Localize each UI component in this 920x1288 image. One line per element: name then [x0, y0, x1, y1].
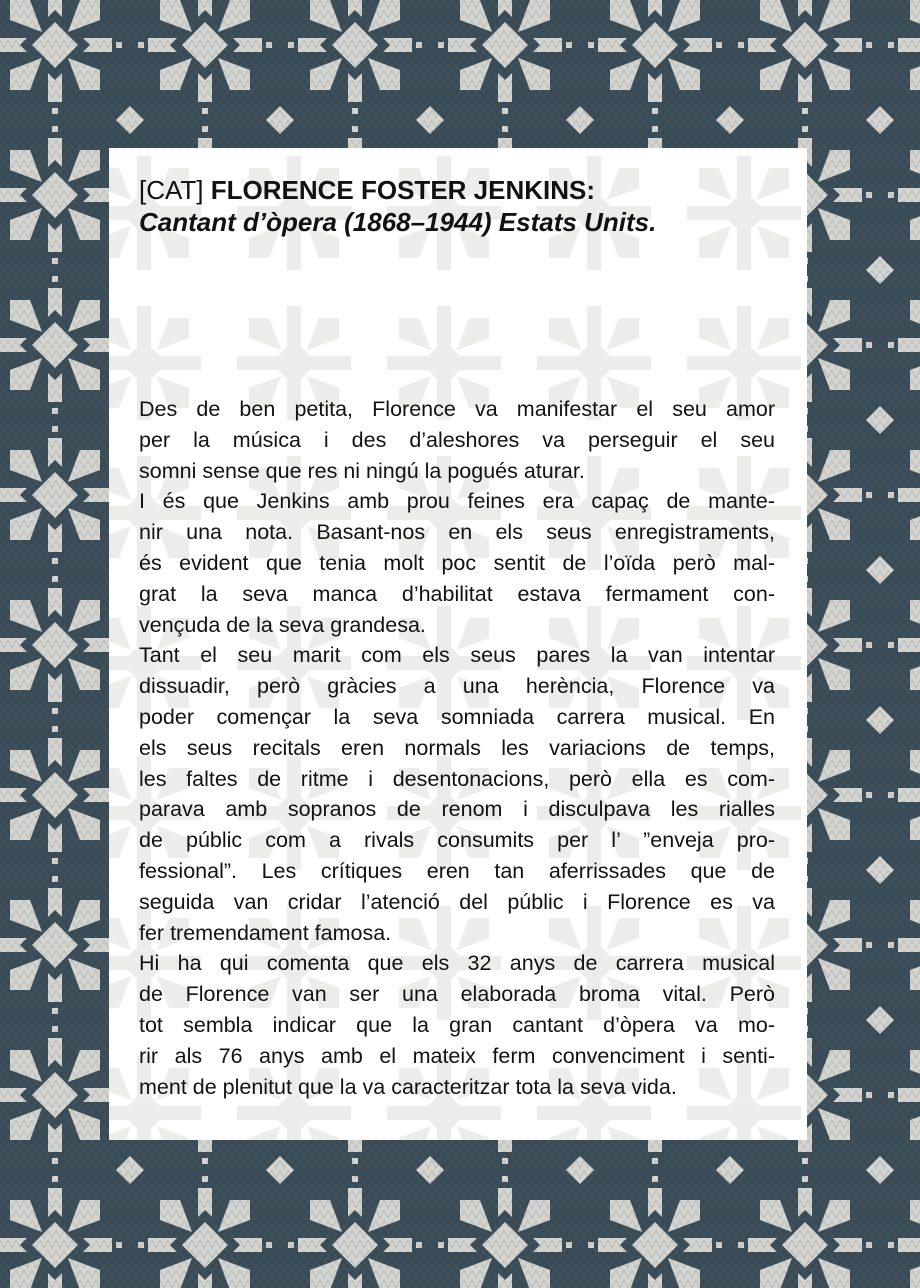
text-line: ment de plenitut que la va caracteritzar tota la seva vida. [139, 1074, 677, 1099]
text-line: de públic com a rivals consumits per l’ ”enveja pro- [139, 828, 775, 853]
text-line: parava amb sopranos de renom i disculpava les rialles [139, 797, 775, 822]
subtitle: Cantant d’òpera (1868–1944) Estats Units. [139, 207, 657, 237]
paragraph [139, 394, 775, 486]
text-line: és evident que tenia molt poc sentit de l’oïda però mal- [139, 550, 775, 575]
biography-text [139, 394, 775, 1102]
paragraph [139, 948, 775, 1102]
text-line: seguida van cridar l’atenció del públic i Florence es va [139, 889, 775, 914]
text-line: per la música i des d’aleshores va perseguir el seu [139, 427, 775, 452]
text-card [109, 148, 807, 1140]
language-tag: [CAT] [139, 175, 204, 205]
text-line: els seus recitals eren normals les variacions de temps, [139, 735, 775, 760]
text-line: les faltes de ritme i desentonacions, però ella es com- [139, 766, 775, 791]
text-line: poder començar la seva somniada carrera musical. En [139, 704, 775, 729]
text-line: Tant el seu marit com els seus pares la van intentar [139, 643, 775, 668]
text-line: nir una nota. Basant-nos en els seus enregistraments, [139, 520, 775, 545]
text-line: dissuadir, però gràcies a una herència, Florence va [139, 674, 775, 699]
text-line: Des de ben petita, Florence va manifestar el seu amor [139, 397, 775, 421]
text-line: I és que Jenkins amb prou feines era capaç de mante- [139, 489, 775, 514]
text-line: fer tremendament famosa. [139, 920, 392, 945]
paragraph [139, 486, 775, 640]
text-line: Hi ha qui comenta que els 32 anys de carrera musical [139, 951, 775, 976]
text-line: tot sembla indicar que la gran cantant d’òpera va mo- [139, 1012, 775, 1037]
page-title [139, 174, 789, 238]
text-line: rir als 76 anys amb el mateix ferm convenciment i senti- [139, 1043, 775, 1068]
text-line: grat la seva manca d’habilitat estava fermament con- [139, 581, 775, 606]
paragraph [139, 640, 775, 948]
text-line: fessional”. Les crítiques eren tan aferrissades que de [139, 858, 775, 883]
subject-name: FLORENCE FOSTER JENKINS: [210, 175, 596, 205]
text-line: somni sense que res ni ningú la pogués aturar. [139, 458, 585, 483]
text-line: de Florence van ser una elaborada broma vital. Però [139, 982, 775, 1007]
text-line: vençuda de la seva grandesa. [139, 612, 426, 637]
